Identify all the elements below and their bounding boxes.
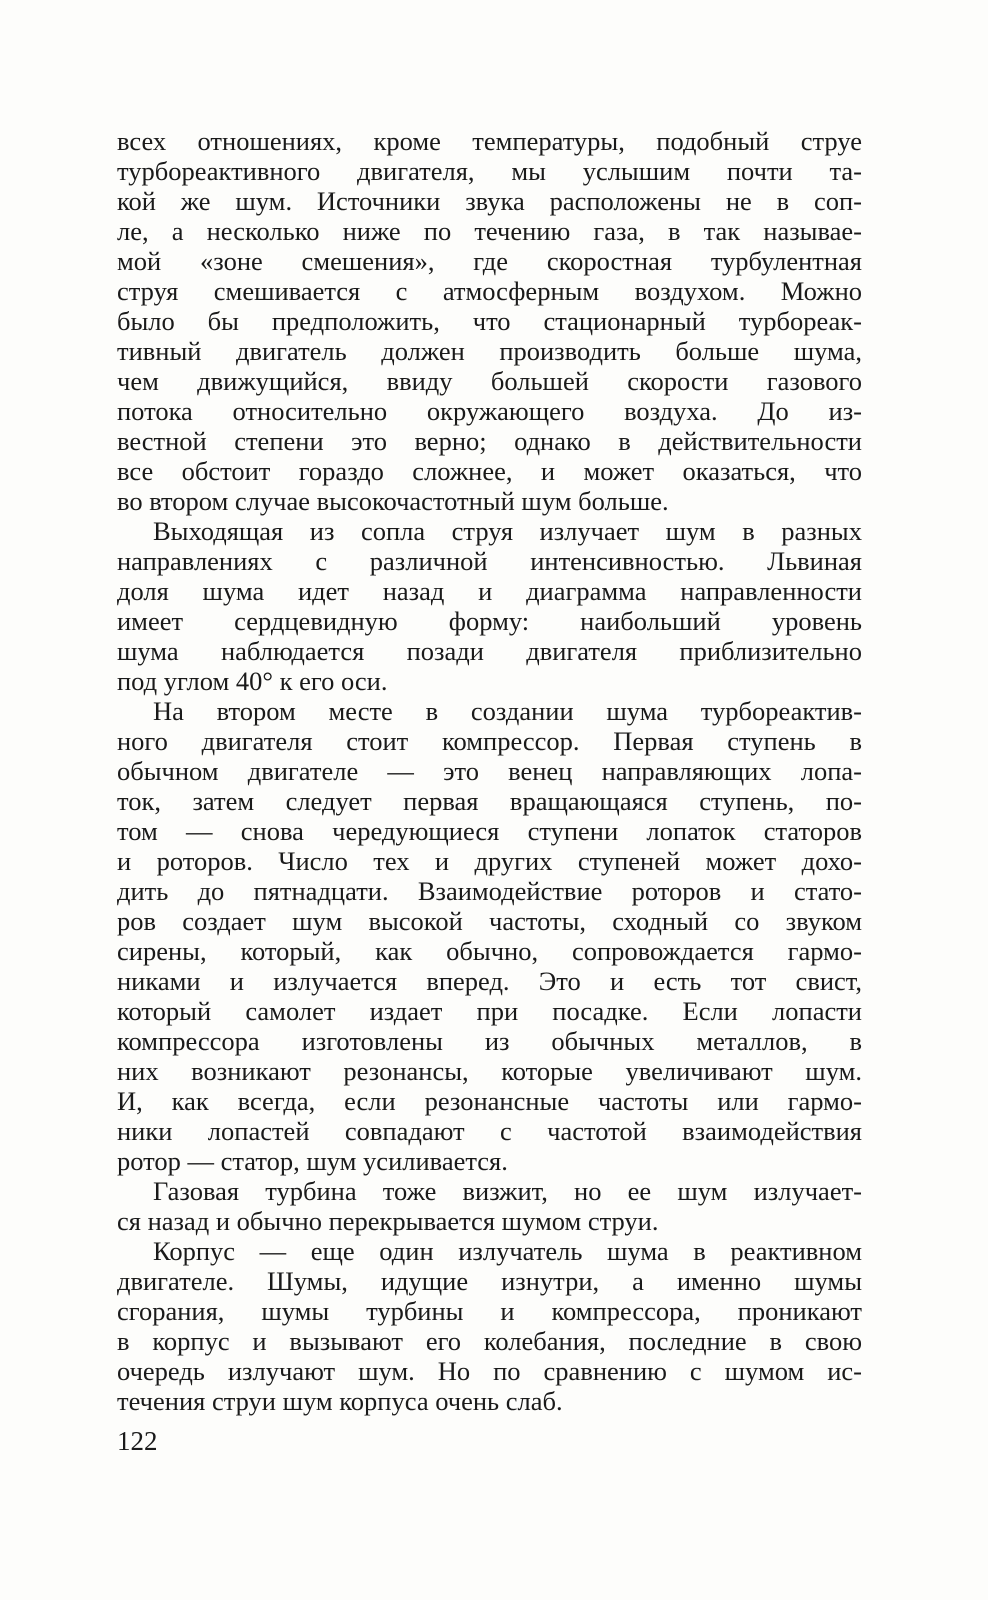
text-line: ного двигателя стоит компрессор. Первая ступень в (117, 726, 862, 756)
text-line: доля шума идет назад и диаграмма направленности (117, 576, 862, 606)
text-line: двигателе. Шумы, идущие изнутри, а именно шумы (117, 1266, 862, 1296)
text-line: кой же шум. Источники звука расположены не в соп- (117, 186, 862, 216)
text-line: вестной степени это верно; однако в действительности (117, 426, 862, 456)
text-line: и роторов. Число тех и других ступеней может дохо- (117, 846, 862, 876)
text-line: было бы предположить, что стационарный турбореак- (117, 306, 862, 336)
text-line: ся назад и обычно перекрывается шумом струи. (117, 1206, 659, 1236)
body-text (117, 126, 862, 1416)
text-line: них возникают резонансы, которые увеличивают шум. (117, 1056, 862, 1086)
text-line: всех отношениях, кроме температуры, подобный струе (117, 126, 862, 156)
text-line: никами и излучается вперед. Это и есть тот свист, (117, 966, 862, 996)
text-line: ров создает шум высокой частоты, сходный со звуком (117, 906, 862, 936)
text-line: И, как всегда, если резонансные частоты или гармо- (117, 1086, 862, 1116)
text-line: ники лопастей совпадают с частотой взаимодействия (117, 1116, 862, 1146)
text-line: дить до пятнадцати. Взаимодействие роторов и стато- (117, 876, 862, 906)
text-line: течения струи шум корпуса очень слаб. (117, 1386, 563, 1416)
paragraph (117, 696, 862, 1176)
text-line: обычном двигателе — это венец направляющих лопа- (117, 756, 862, 786)
text-line: мой «зоне смешения», где скоростная турбулентная (117, 246, 862, 276)
text-line: Газовая турбина тоже визжит, но ее шум излучает- (153, 1176, 862, 1206)
text-line: чем движущийся, ввиду большей скорости газового (117, 366, 862, 396)
text-line: Корпус — еще один излучатель шума в реактивном (153, 1236, 862, 1266)
text-line: который самолет издает при посадке. Если лопасти (117, 996, 862, 1026)
text-line: потока относительно окружающего воздуха. До из- (117, 396, 862, 426)
text-line: в корпус и вызывают его колебания, последние в свою (117, 1326, 862, 1356)
text-line: направлениях с различной интенсивностью. Львиная (117, 546, 862, 576)
text-line: На втором месте в создании шума турбореактив- (153, 696, 862, 726)
text-line: Выходящая из сопла струя излучает шум в разных (153, 516, 862, 546)
text-line: под углом 40° к его оси. (117, 666, 388, 696)
text-line: сгорания, шумы турбины и компрессора, проникают (117, 1296, 862, 1326)
text-line: ротор — статор, шум усиливается. (117, 1146, 508, 1176)
paragraph (117, 126, 862, 516)
text-line: все обстоит гораздо сложнее, и может оказаться, что (117, 456, 862, 486)
paragraph (117, 516, 862, 696)
text-line: компрессора изготовлены из обычных металлов, в (117, 1026, 862, 1056)
text-line: том — снова чередующиеся ступени лопаток статоров (117, 816, 862, 846)
text-line: струя смешивается с атмосферным воздухом. Можно (117, 276, 862, 306)
text-line: очередь излучают шум. Но по сравнению с шумом ис- (117, 1356, 862, 1386)
text-line: турбореактивного двигателя, мы услышим почти та- (117, 156, 862, 186)
page-number: 122 (117, 1426, 158, 1456)
text-line: тивный двигатель должен производить больше шума, (117, 336, 862, 366)
paragraph (117, 1176, 862, 1236)
text-line: во втором случае высокочастотный шум больше. (117, 486, 669, 516)
text-line: имеет сердцевидную форму: наибольший уровень (117, 606, 862, 636)
text-line: ле, а несколько ниже по течению газа, в так называе- (117, 216, 862, 246)
text-line: шума наблюдается позади двигателя приблизительно (117, 636, 862, 666)
paragraph (117, 1236, 862, 1416)
text-line: ток, затем следует первая вращающаяся ступень, по- (117, 786, 862, 816)
text-line: сирены, который, как обычно, сопровождается гармо- (117, 936, 862, 966)
